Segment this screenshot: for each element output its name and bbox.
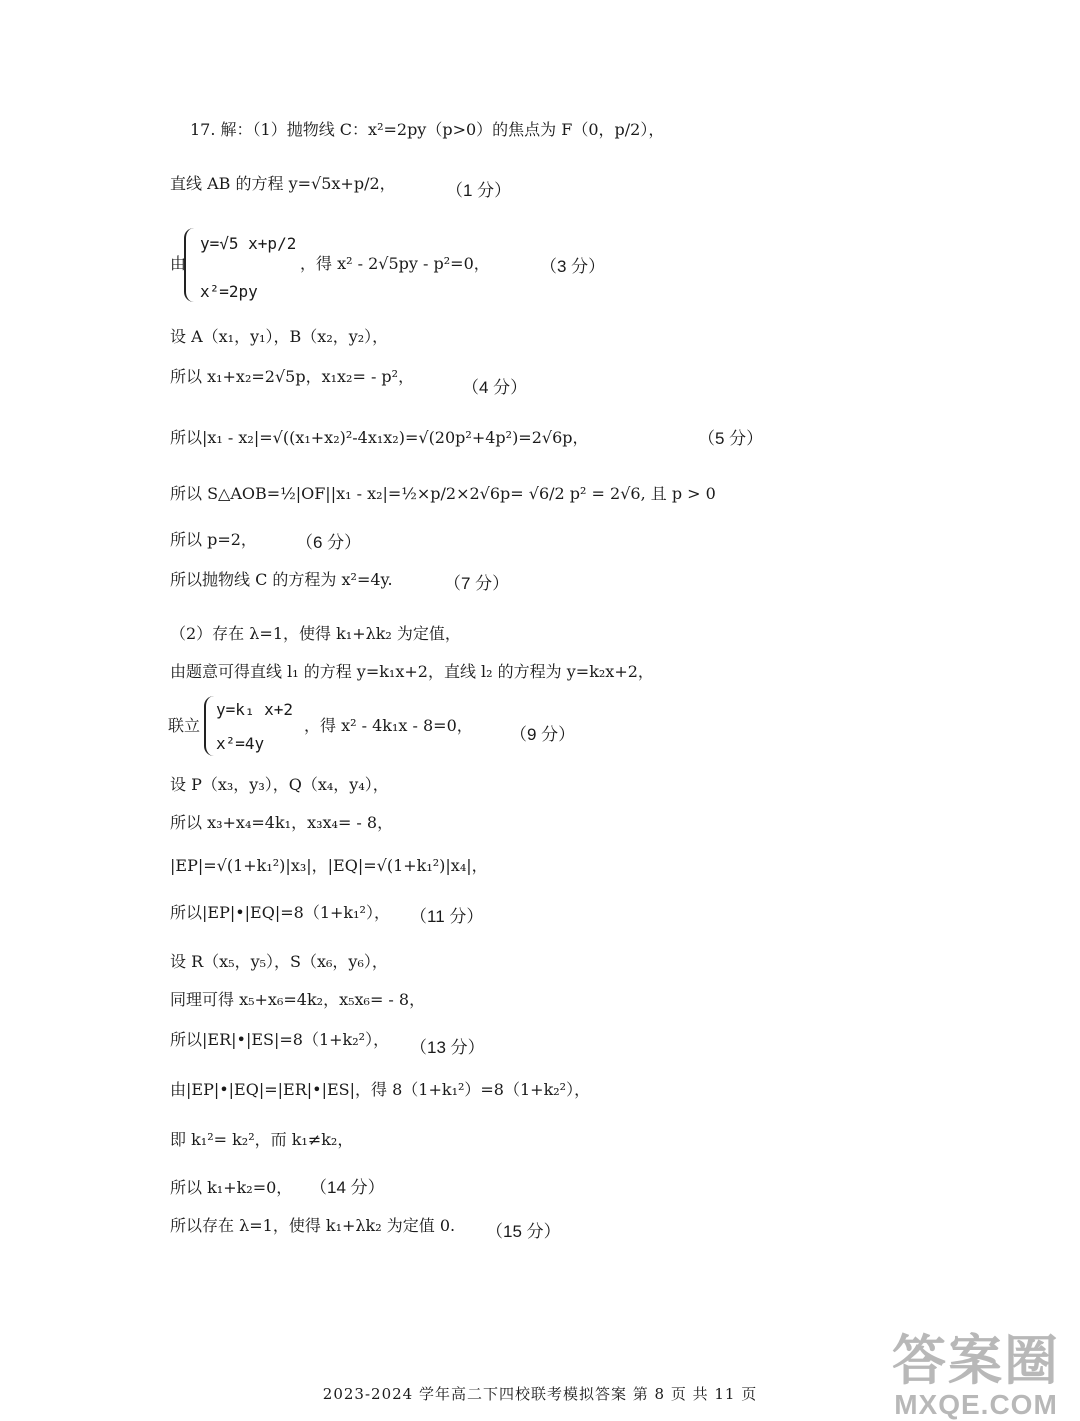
ep-eq-lengths: |EP|=√(1+k₁²)|x₃|，|EQ|=√(1+k₁²)|x₄|， [170,856,488,875]
page-footer: 2023-2024 学年高二下四校联考模拟答案 第 8 页 共 11 页 [322,1385,758,1403]
system-2-row2: x²=4y [216,734,265,753]
conclusion: 所以存在 λ=1，使得 k₁+λk₂ 为定值 0. [170,1216,456,1235]
k-sum-zero: 所以 k₁+k₂=0， [170,1178,293,1197]
vieta-relation-1: 所以 x₁+x₂=2√5p，x₁x₂= - p²， [170,367,415,386]
triangle-area: 所以 S△AOB=½|OF||x₁ - x₂|=½×p/2×2√6p= √6/2 p² = 2√6, 且 p > 0 [170,484,716,503]
distance-x1-x2: 所以|x₁ - x₂|=√((x₁+x₂)²-4x₁x₂)=√(20p²+4p²)=2√6p， [170,428,589,447]
site-watermark [892,1318,1060,1421]
lines-l1-l2: 由题意可得直线 l₁ 的方程 y=k₁x+2，直线 l₂ 的方程为 y=k₂x+2， [170,662,654,681]
set-pq-points: 设 P（x₃，y₃），Q（x₄，y₄）， [170,775,389,794]
set-rs-points: 设 R（x₅，y₅），S（x₆，y₆）， [170,952,388,971]
line-ab-equation: 直线 AB 的方程 y=√5x+p/2， [170,174,396,193]
system-2-prefix: 联立 [168,716,201,735]
system-1-row1: y=√5 x+p/2 [200,234,297,253]
score-7: （7 分） [444,574,510,593]
k-squared-equal: 即 k₁²= k₂²，而 k₁≠k₂， [170,1130,354,1149]
ep-eq-product: 所以|EP|•|EQ|=8（1+k₁²）， [170,903,390,922]
set-ab-points: 设 A（x₁，y₁），B（x₂，y₂）， [170,327,389,346]
brace-1 [184,228,196,302]
score-11: （11 分） [410,907,484,926]
score-4: （4 分） [462,378,528,397]
vieta-relation-2: 所以 x₃+x₄=4k₁，x₃x₄= - 8， [170,813,394,832]
system-1-row2: x²=2py [200,282,258,301]
parabola-equation: 所以抛物线 C 的方程为 x²=4y. [170,570,393,589]
watermark-logo-text: 答案圈 [892,1331,1060,1391]
vieta-relation-3: 同理可得 x₅+x₆=4k₂，x₅x₆= - 8， [170,990,426,1009]
score-1: （1 分） [446,181,512,200]
system-2-row1: y=k₁ x+2 [216,700,294,719]
brace-2 [204,696,216,756]
watermark-url: MXQE.COM [894,1389,1058,1420]
part-2-intro: （2）存在 λ=1，使得 k₁+λk₂ 为定值， [170,624,461,643]
system-1-prefix: 由 [170,254,187,273]
score-9: （9 分） [510,725,576,744]
p-value: 所以 p=2， [170,530,257,549]
score-3: （3 分） [540,257,606,276]
score-15: （15 分） [486,1222,561,1241]
score-6: （6 分） [296,533,362,552]
score-13: （13 分） [410,1038,485,1057]
system-1-result: ，得 x² - 2√5py - p²=0， [300,254,490,273]
score-14: （14 分） [310,1178,385,1197]
system-2-result: ，得 x² - 4k₁x - 8=0， [304,716,473,735]
equal-products: 由|EP|•|EQ|=|ER|•|ES|，得 8（1+k₁²）=8（1+k₂²）， [170,1080,591,1099]
score-5: （5 分） [698,429,764,448]
er-es-product: 所以|ER|•|ES|=8（1+k₂²）， [170,1030,390,1049]
solution-intro: 17. 解：（1）抛物线 C：x²=2py（p>0）的焦点为 F（0，p/2）， [190,120,665,139]
